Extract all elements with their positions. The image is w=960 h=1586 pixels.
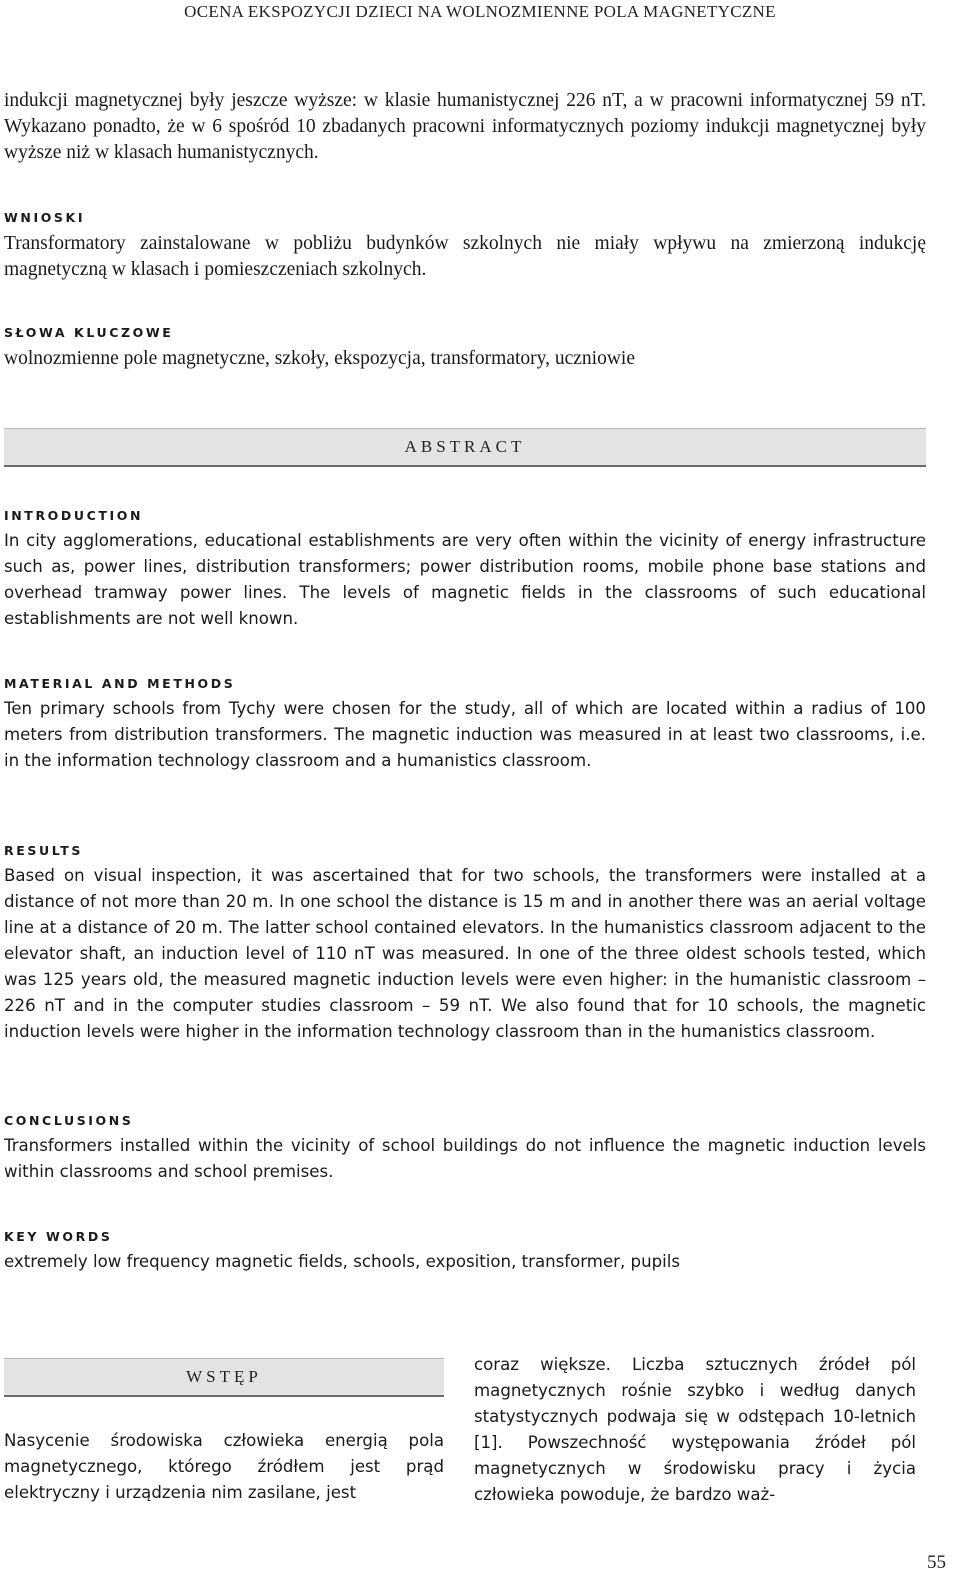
wstep-heading-bar bbox=[4, 1358, 444, 1397]
wstep-left-column bbox=[4, 1428, 444, 1506]
wstep-right-text: coraz większe. Liczba sztucznych źródeł pól magnetycznych rośnie szybko i według danych statystycznych podwaja się w odstępach 10-letnich [1]. Powszechność występowania źródeł pól magnetycznych w środowisku pracy i życia człowieka powoduje, że bardzo waż- bbox=[474, 1355, 916, 1504]
key-words-label: KEY WORDS bbox=[4, 1229, 113, 1244]
conclusions-section bbox=[4, 1113, 926, 1185]
page-number: 55 bbox=[927, 1552, 946, 1573]
key-words-text: extremely low frequency magnetic fields, schools, exposition, transformer, pupils bbox=[4, 1252, 680, 1271]
introduction-section bbox=[4, 508, 926, 632]
running-header: OCENA EKSPOZYCJI DZIECI NA WOLNOZMIENNE POLA MAGNETYCZNE bbox=[184, 2, 776, 21]
key-words-section bbox=[4, 1229, 926, 1275]
conclusions-text: Transformers installed within the vicinity of school buildings do not influence the magnetic induction levels within classrooms and school premises. bbox=[4, 1136, 926, 1181]
abstract-heading: ABSTRACT bbox=[404, 437, 526, 456]
slowa-kluczowe-text: wolnozmienne pole magnetyczne, szkoły, ekspozycja, transformatory, uczniowie bbox=[4, 348, 635, 369]
results-section bbox=[4, 843, 926, 1045]
methods-label: MATERIAL AND METHODS bbox=[4, 676, 236, 691]
introduction-text: In city agglomerations, educational establishments are very often within the vicinity of energy infrastructure such as, power lines, distribution transformers; power distribution rooms, mobile phone base stations and overhead tramway power lines. The levels of magnetic fields in the classrooms of such educational establishments are not well known. bbox=[4, 531, 926, 628]
slowa-kluczowe-section bbox=[4, 325, 926, 372]
abstract-heading-bar bbox=[4, 428, 926, 467]
polish-results-continuation bbox=[4, 88, 926, 166]
intro-paragraph: indukcji magnetycznej były jeszcze wyższe: w klasie humanistycznej 226 nT, a w pracowni informatycznej 59 nT. Wykazano ponadto, że w 6 spośród 10 zbadanych pracowni informatycznych poziomy indukcji magnetycznej były wyższe niż w klasach humanistycznych. bbox=[4, 90, 926, 163]
wnioski-section bbox=[4, 210, 926, 283]
wstep-heading: WSTĘP bbox=[186, 1367, 262, 1386]
slowa-kluczowe-label: SŁOWA KLUCZOWE bbox=[4, 325, 174, 340]
methods-section bbox=[4, 676, 926, 774]
results-label: RESULTS bbox=[4, 843, 83, 858]
introduction-label: INTRODUCTION bbox=[4, 508, 144, 523]
wnioski-label: WNIOSKI bbox=[4, 210, 86, 225]
wstep-left-text: Nasycenie środowiska człowieka energią pola magnetycznego, którego źródłem jest prąd elektryczny i urządzenia nim zasilane, jest bbox=[4, 1431, 444, 1502]
conclusions-label: CONCLUSIONS bbox=[4, 1113, 134, 1128]
wstep-right-column bbox=[474, 1352, 916, 1508]
results-text: Based on visual inspection, it was ascertained that for two schools, the transformers were installed at a distance of not more than 20 m. In one school the distance is 15 m and in another there was an aerial voltage line at a distance of 20 m. The latter school contained elevators. In the humanistics classroom adjacent to the elevator shaft, an induction level of 110 nT was measured. In one of the three oldest schools tested, which was 125 years old, the measured magnetic induction levels were even higher: in the humanistic classroom – 226 nT and in the computer studies classroom – 59 nT. We also found that for 10 schools, the magnetic induction levels were higher in the information technology classroom than in the humanistics classroom. bbox=[4, 866, 926, 1041]
methods-text: Ten primary schools from Tychy were chosen for the study, all of which are located within a radius of 100 meters from distribution transformers. The magnetic induction was measured in at least two classrooms, i.e. in the information technology classroom and a humanistics classroom. bbox=[4, 699, 926, 770]
wnioski-text: Transformatory zainstalowane w pobliżu budynków szkolnych nie miały wpływu na zmierzoną indukcję magnetyczną w klasach i pomieszczeniach szkolnych. bbox=[4, 233, 926, 280]
